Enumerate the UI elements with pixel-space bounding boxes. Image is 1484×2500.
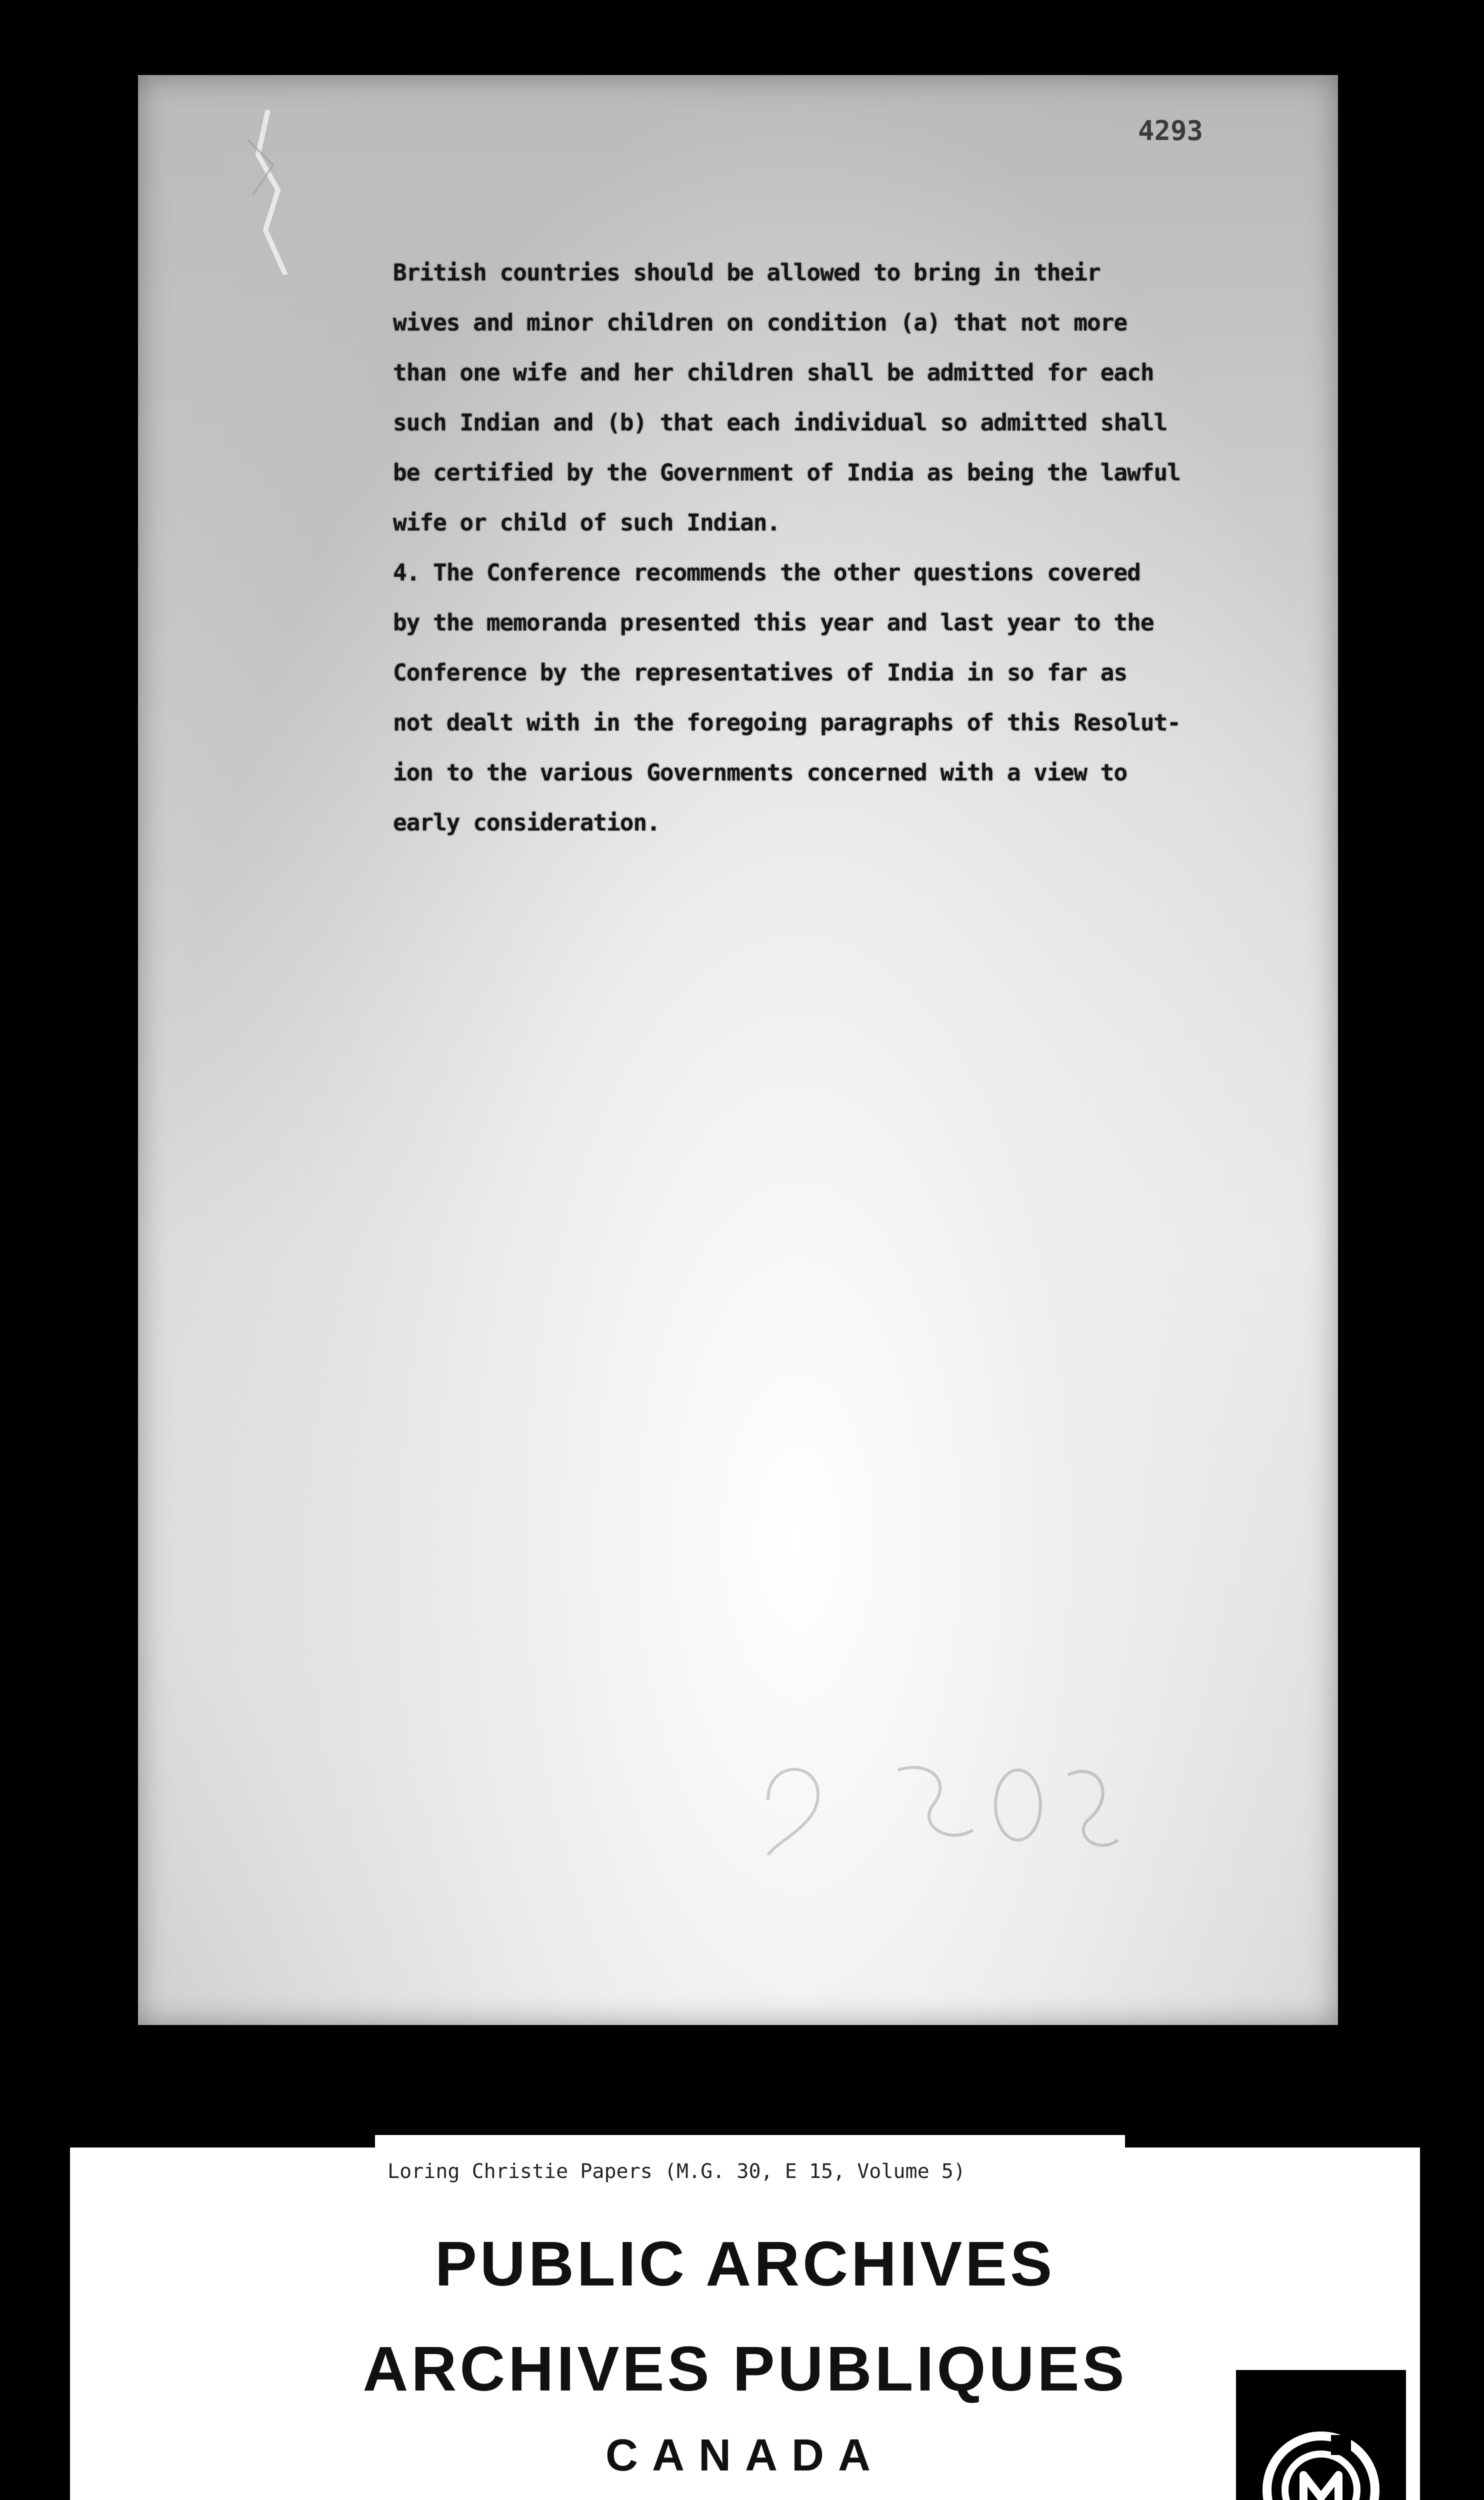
text-line: than one wife and her children shall be admitted for each bbox=[393, 359, 1154, 386]
paper-crease-mark bbox=[238, 110, 298, 275]
text-line: Conference by the representatives of India in so far as bbox=[393, 659, 1128, 686]
archive-logo-panel bbox=[1236, 2370, 1406, 2500]
public-archives-canada-logo-icon bbox=[1256, 2425, 1386, 2500]
document-page bbox=[138, 75, 1338, 2025]
text-line: early consideration. bbox=[393, 809, 660, 836]
faint-stamp-mark bbox=[738, 1730, 1138, 1870]
text-line: wife or child of such Indian. bbox=[393, 509, 780, 536]
archive-title-english: PUBLIC ARCHIVES bbox=[434, 2228, 1056, 2299]
text-line: such Indian and (b) that each individual so admitted shall bbox=[393, 409, 1168, 436]
page-number: 4293 bbox=[1138, 115, 1204, 146]
archive-reference: Loring Christie Papers (M.G. 30, E 15, Volume 5) bbox=[388, 2160, 966, 2183]
text-line: be certified by the Government of India as being the lawful bbox=[393, 459, 1180, 486]
text-line: not dealt with in the foregoing paragraphs of this Resolut- bbox=[393, 709, 1180, 736]
typed-text-body bbox=[393, 248, 1313, 848]
text-line: British countries should be allowed to bring in their bbox=[393, 259, 1100, 286]
archive-country: CANADA bbox=[606, 2430, 884, 2480]
text-line: 4. The Conference recommends the other questions covered bbox=[393, 559, 1140, 586]
archive-title-french: ARCHIVES PUBLIQUES bbox=[362, 2334, 1128, 2404]
text-line: ion to the various Governments concerned with a view to bbox=[393, 759, 1128, 786]
text-line: wives and minor children on condition (a) that not more bbox=[393, 309, 1128, 336]
text-line: by the memoranda presented this year and last year to the bbox=[393, 609, 1154, 636]
